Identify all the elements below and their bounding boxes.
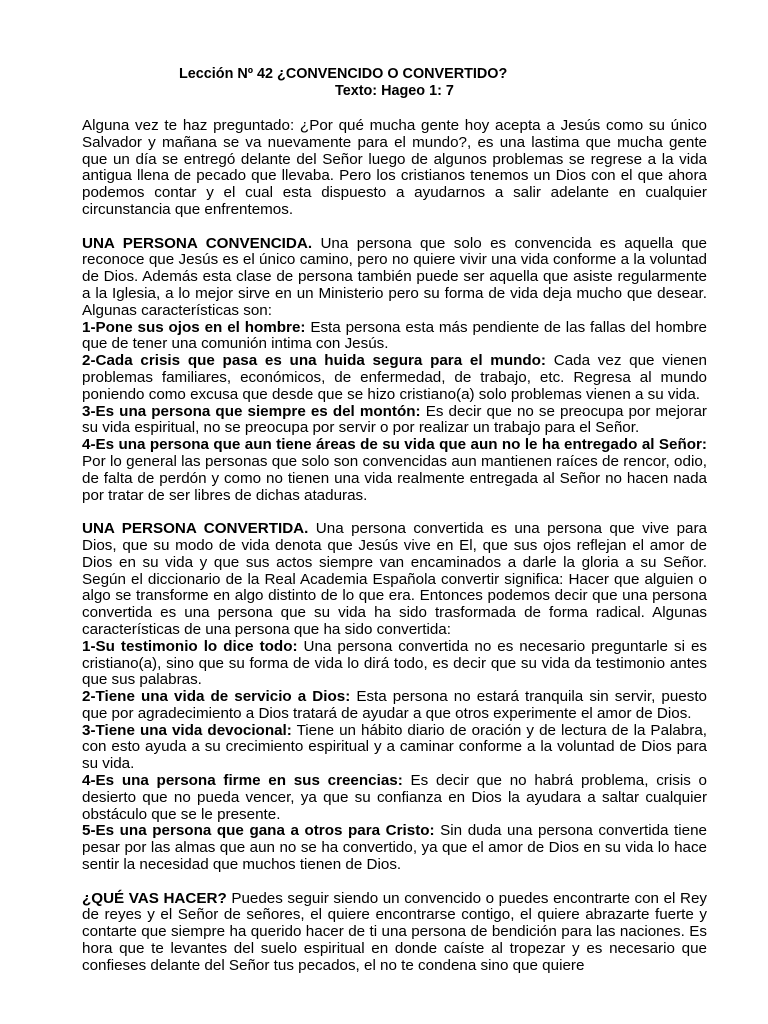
convencida-item xyxy=(82,353,707,403)
convencida-item xyxy=(82,320,707,354)
convertida-item xyxy=(82,823,707,873)
convertida-item-label: 4-Es una persona firme en sus creencias: xyxy=(82,772,403,790)
convertida-item-label: 3-Tiene una vida devocional: xyxy=(82,721,292,739)
closing-paragraph xyxy=(82,891,707,975)
convencida-item xyxy=(82,404,707,438)
convencida-intro xyxy=(82,236,707,320)
convencida-item-label: 3-Es una persona que siempre es del montón: xyxy=(82,402,421,420)
convertida-body: Una persona convertida es una persona que vive para Dios, que su modo de vida denota que Jesús vive en El, que sus ojos reflejan el amor de Dios en su vida y que sus actos siempre van encaminados a darle la gloria a su Señor. Según el diccionario de la Real Academia Española convertir significa: Hacer que alguien o algo se transforme en algo distinto de lo que era. Entonces podemos decir que una persona convertida es una persona que su vida ha sido trasformada de forma radical. Algunas características de una persona que ha sido convertida: xyxy=(82,520,707,638)
convertida-item-text: Una persona convertida no es necesario preguntarle si es cristiano(a), sino que su forma de vida lo dirá todo, es decir que su vida da testimonio antes que sus palabras. xyxy=(82,637,708,689)
convertida-item-text: Es decir que no habrá problema, crisis o desierto que no pueda vencer, ya que su confianza en Dios la ayudara a saltar cualquier obstáculo que se le presente. xyxy=(82,772,707,823)
scripture-reference: Texto: Hageo 1: 7 xyxy=(335,83,454,99)
convencida-heading: UNA PERSONA CONVENCIDA. xyxy=(82,234,313,252)
convencida-item-text: Por lo general las personas que solo son convencidas aun mantienen raíces de rencor, odio, de falta de perdón y como no tienen una vida realmente entregada al Señor no hacen nada por tratar de ser libres de dichas ataduras. xyxy=(82,452,707,504)
convertida-item-label: 1-Su testimonio lo dice todo: xyxy=(82,637,298,655)
convencida-item-label: 2-Cada crisis que pasa es una huida segura para el mundo: xyxy=(82,352,546,370)
convencida-item-label: 1-Pone sus ojos en el hombre: xyxy=(82,318,306,336)
convertida-item xyxy=(82,773,707,823)
convertida-intro xyxy=(82,521,707,639)
convencida-item-label: 4-Es una persona que aun tiene áreas de su vida que aun no le ha entregado al Señor: xyxy=(82,436,707,454)
document-page xyxy=(82,66,707,975)
convertida-item-label: 2-Tiene una vida de servicio a Dios: xyxy=(82,688,351,706)
convencida-item-text: Esta persona esta más pendiente de las fallas del hombre que de tener una comunión intima con Jesús. xyxy=(82,318,707,353)
convertida-item-text: Esta persona no estará tranquila sin servir, puesto que por agradecimiento a Dios tratará de ayudar a que otros experimente el amor de Dios. xyxy=(82,688,707,722)
convertida-item-text: Sin duda una persona convertida tiene pesar por las almas que aun no se ha convertido, ya que el amor de Dios en su vida lo hace sentir la necesidad que muchos tienen de Dios. xyxy=(82,822,707,874)
convertida-item xyxy=(82,639,707,689)
closing-body: Puedes seguir siendo un convencido o puedes encontrarte con el Rey de reyes y el Señor de señores, el quiere encontrarse contigo, el quiere abrazarte fuerte y contarte que siempre ha querido hacer de ti una persona de bendición para las naciones. Es hora que te levantes del suelo espiritual en donde caíste al tropezar y es necesario que confieses delante del Señor tus pecados, el no te condena sino que quiere xyxy=(82,889,707,974)
lesson-title: Lección Nº 42 ¿CONVENCIDO O CONVERTIDO? xyxy=(179,66,508,82)
convertida-item-text: Tiene un hábito diario de oración y de lectura de la Palabra, con esto ayuda a su crecimiento espiritual y a caminar conforme a la voluntad de Dios para su vida. xyxy=(82,721,708,773)
convertida-heading: UNA PERSONA CONVERTIDA. xyxy=(82,520,309,538)
convencida-item-text: Es decir que no se preocupa por mejorar su vida espiritual, no se preocupa por servir o por realizar un trabajo para el Señor. xyxy=(82,402,707,437)
convencida-body: Una persona que solo es convencida es aquella que reconoce que Jesús es el único camino, pero no quiere vivir una vida conforme a la voluntad de Dios. Además esta clase de persona también puede ser aquella que asiste regularmente a la Iglesia, a lo mejor sirve en un Ministerio pero su forma de vida deja mucho que desear. Algunas características son: xyxy=(82,234,707,319)
convertida-item xyxy=(82,689,707,723)
intro-paragraph: Alguna vez te haz preguntado: ¿Por qué mucha gente hoy acepta a Jesús como su único Salvador y mañana se va nuevamente para el mundo?, es una lastima que mucha gente que un día se entregó delante del Señor luego de algunos problemas se regrese a la vida antigua llena de pecado que llevaba. Pero los cristianos tenemos un Dios con el que ahora podemos contar y el cual esta dispuesto a ayudarnos a salir adelante en cualquier circunstancia que enfrentemos. xyxy=(82,117,707,218)
closing-heading: ¿QUÉ VAS HACER? xyxy=(82,889,227,907)
convencida-item xyxy=(82,437,707,504)
convencida-item-text: Cada vez que vienen problemas familiares, económicos, de enfermedad, de trabajo, etc. Regresa al mundo poniendo como excusa que desde que se hizo cristiano(a) solo problemas vienen a su vida. xyxy=(82,352,707,403)
convertida-item xyxy=(82,723,707,773)
convertida-item-label: 5-Es una persona que gana a otros para Cristo: xyxy=(82,822,435,840)
